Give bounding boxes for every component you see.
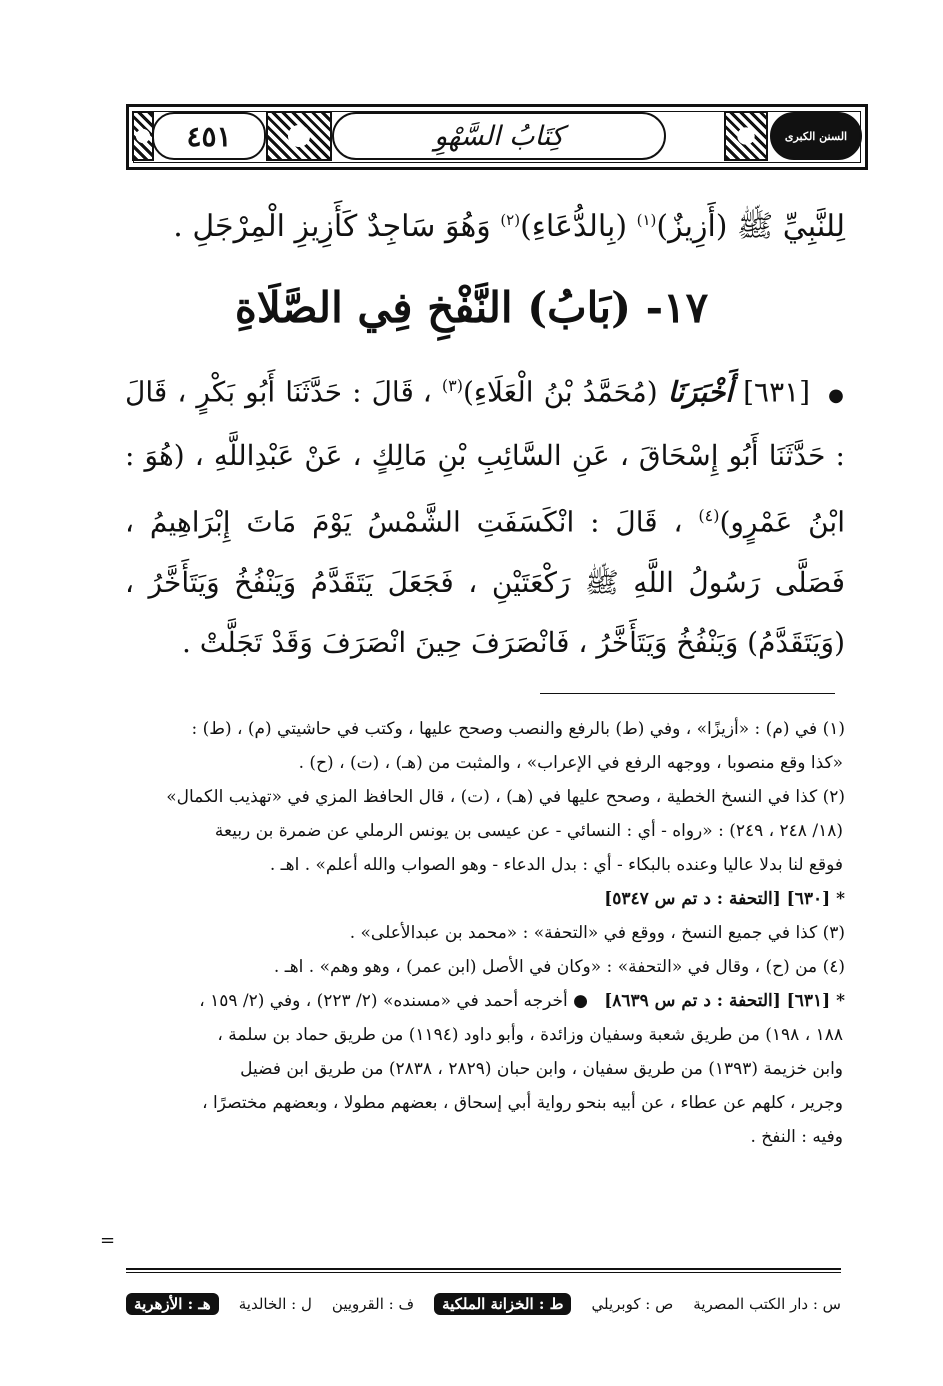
text-segment: (مُحَمَّدُ بْنُ الْعَلَاءِ) [462, 375, 658, 409]
footnote-ref-2: (٢) [500, 211, 521, 229]
footnote-2-line: فوقع لنا بدلا عاليا وعنده بالبكاء - أي : بدل الدعاء - وهو الصواب والله أعلم» . اهـ . [269, 855, 843, 875]
book-title: كِتَابُ السَّهْوِ [434, 120, 564, 152]
takhrij-631-line: وابن خزيمة (١٣٩٣) من طريق سفيان ، وابن حبان (٢٨٢٩ ، ٢٨٣٨) من طريق ابن فضيل [240, 1059, 843, 1079]
text-line-continuation [173, 208, 845, 251]
footnote-separator [540, 693, 835, 694]
legend-item-highlighted: ط : الخزانة الملكية [434, 1293, 571, 1315]
legend-rule [126, 1268, 841, 1270]
footnotes [125, 712, 845, 1154]
page-number-box [152, 112, 266, 160]
takhrij-631-line: ١٨٨ ، ١٩٨) من طريق شعبة وسفيان وزائدة ، وأبو داود (١١٩٤) من طريق حماد بن سلمة ، [217, 1025, 843, 1045]
text-segment: ، قَالَ : انْكَسَفَتِ الشَّمْسُ يَوْمَ مَاتَ إِبْرَاهِيمُ ، فَصَلَّى رَسُولُ اللَّهِ ﷺ رَكْعَتَيْنِ ، فَجَعَلَ يَتَقَدَّمُ وَيَنْفُخُ وَيَتَأَخَّرُ ، (وَيَتَقَدَّمُ) وَيَنْفُخُ وَيَتَأَخَّرُ ، فَانْصَرَفَ حِينَ انْصَرَفَ وَقَدْ تَجَلَّتْ . [125, 505, 845, 659]
legend-item: ف : القرويين [331, 1295, 415, 1313]
footnote-ref-3: (٣) [441, 376, 463, 395]
footnote-ref-1: (١) [636, 211, 657, 229]
ornament-right [724, 111, 768, 161]
text-segment: (بِالدُّعَاءِ) [520, 209, 637, 244]
series-logo [770, 112, 862, 160]
footnote-ref-4: (٤) [698, 506, 720, 526]
text-segment: وَهُوَ سَاجِدٌ كَأَزِيزِ الْمِرْجَلِ . [173, 209, 501, 244]
page-header [126, 104, 868, 170]
footnote-4: (٤) من (ح) ، وقال في «التحفة» : «وكان في الأصل (ابن عمر) ، وهو وهم» . اهـ . [273, 957, 845, 977]
legend-item: ص : كوبريلي [591, 1295, 674, 1313]
text-segment: ، قَالَ : حَدَّثَنَا أَبُو بَكْرٍ ، قَالَ : حَدَّثَنَا أَبُو إِسْحَاقَ ، عَنِ السَّائِبِ بْنِ مَالِكٍ ، عَنْ عَبْدِاللَّهِ ، (هُوَ : ابْنُ عَمْرٍو) [125, 375, 846, 539]
ornament-left-inner [266, 111, 332, 161]
continuation-mark: = [100, 1230, 116, 1251]
ornament-left-outer [132, 111, 154, 161]
footnote-3: (٣) كذا في جميع النسخ ، ووقع في «التحفة» : «محمد بن عبدالأعلى» . [349, 923, 845, 943]
legend-rule [126, 1272, 841, 1273]
footnote-1-line: (١) في (م) : «أزيزًا» ، وفي (ط) بالرفع والنصب وصحح عليها ، وكتب في حاشيتي (م) ، (ط) : [191, 719, 845, 739]
hadith-number: [٦٣١] [743, 375, 811, 409]
hadith-paragraph [125, 356, 845, 673]
takhrij-630: * [٦٣٠] [التحفة : د تم س ٥٣٤٧] [604, 889, 845, 909]
legend-item: س : دار الكتب المصرية [693, 1295, 841, 1313]
footnote-2-line: (٢) كذا في النسخ الخطية ، وصحح عليها في (هـ) ، (ت) ، قال الحافظ المزي في «تهذيب الكمال» [166, 787, 845, 807]
takhrij-631-ref: * [٦٣١] [التحفة : د تم س ٨٦٣٩] [604, 991, 845, 1011]
hadith-akhbarana: أَخْبَرَنَا [667, 375, 734, 409]
footnote-2-line: (١٨/ ٢٤٨ ، ٢٤٩) : «رواه - أي : النسائي - عن عيسى بن يونس الرملي عن ضمرة بن ربيعة [214, 821, 843, 841]
legend-item-highlighted: هـ : الأزهرية [126, 1293, 219, 1315]
legend-item: ل : الخالدية [238, 1295, 312, 1313]
series-logo-text: السنن الكبرى [784, 129, 848, 143]
manuscript-legend [126, 1293, 841, 1315]
footnote-1-line: «كذا وقع منصوبا ، ووجهه الرفع في الإعراب» ، والمثبت من (هـ) ، (ت) ، (ح) . [298, 753, 843, 773]
book-title-box [332, 112, 666, 160]
takhrij-631-line [125, 984, 845, 1018]
page-number: ٤٥١ [186, 119, 232, 153]
chapter-heading: ١٧- (بَابُ) النَّفْخِ فِي الصَّلَاةِ [234, 283, 709, 332]
text-segment: لِلنَّبِيِّ ﷺ (أَزِيزٌ) [656, 209, 845, 244]
bullet-icon: ● [828, 385, 846, 407]
takhrij-631-line: وجرير ، كلهم عن عطاء ، عن أبيه بنحو رواية أبي إسحاق ، بعضهم مطولا ، وبعضهم مختصرًا ، [202, 1093, 843, 1113]
takhrij-631-line: وفيه : النفخ . [750, 1127, 843, 1147]
text-segment: ● أخرجه أحمد في «مسنده» (٢/ ٢٢٣) ، وفي (٢/ ١٥٩ ، [199, 991, 588, 1011]
